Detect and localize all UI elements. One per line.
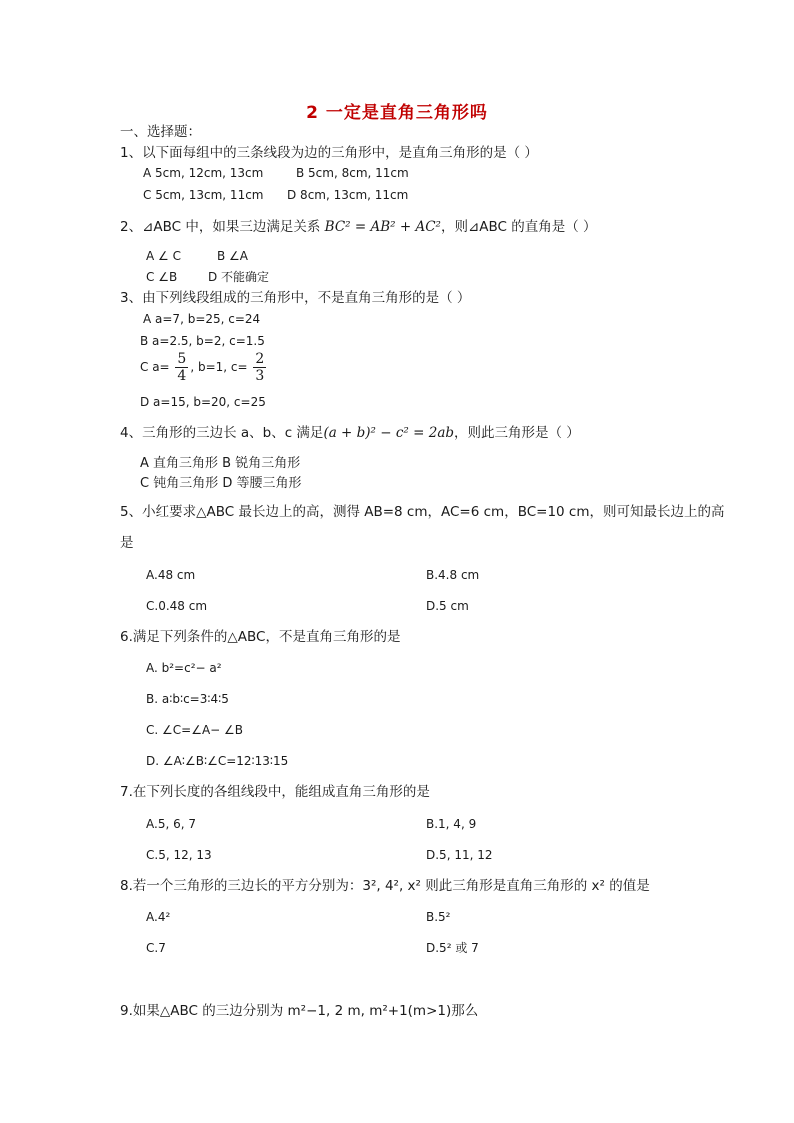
question-2-option-b: B ∠A <box>217 249 249 263</box>
question-3-option-c <box>140 351 268 384</box>
question-2-option-c: C ∠B <box>146 270 178 284</box>
question-5-option-a: A.48 cm <box>146 568 196 582</box>
question-3-stem: 3、由下列线段组成的三角形中，不是直角三角形的是（ ） <box>120 290 471 306</box>
question-5-option-d: D.5 cm <box>426 599 469 613</box>
question-7-option-a: A.5, 6, 7 <box>146 817 196 831</box>
question-4-stem <box>120 424 580 442</box>
question-2-option-d: D 不能确定 <box>208 270 270 284</box>
question-1-stem: 1、以下面每组中的三条线段为边的三角形中，是直角三角形的是（ ） <box>120 145 538 161</box>
question-2-formula: BC² = AB² + AC² <box>324 219 441 235</box>
question-8-option-c: C.7 <box>146 941 166 955</box>
question-6-option-a: A. b²=c²− a² <box>146 661 222 675</box>
question-1-option-d: D 8cm, 13cm, 11cm <box>287 188 409 202</box>
question-7-option-d: D.5, 11, 12 <box>426 848 493 862</box>
question-4-options-ab: A 直角三角形 B 锐角三角形 <box>140 456 301 471</box>
question-6-option-c: C. ∠C=∠A− ∠B <box>146 723 244 737</box>
question-5-stem-line2: 是 <box>120 535 134 551</box>
question-4-options-cd: C 钝角三角形 D 等腰三角形 <box>140 476 302 491</box>
question-9-stem: 9.如果△ABC 的三边分别为 m²−1, 2 m, m²+1(m>1)那么 <box>120 1003 479 1019</box>
question-6-option-b: B. a∶b∶c=3∶4∶5 <box>146 692 229 706</box>
section-heading: 一、选择题： <box>120 124 201 140</box>
question-4-stem-end: ，则此三角形是（ ） <box>454 425 580 441</box>
fraction-a: $\frac{5}{4}$ <box>177 351 187 384</box>
page-title: 2 一定是直角三角形吗 <box>306 103 488 123</box>
question-2-stem-end: ，则⊿ABC 的直角是（ ） <box>440 219 597 235</box>
fraction-c: $\frac{2}{3}$ <box>255 351 265 384</box>
question-1-option-b: B 5cm, 8cm, 11cm <box>296 166 409 180</box>
question-6-stem: 6.满足下列条件的△ABC，不是直角三角形的是 <box>120 629 401 645</box>
question-8-option-d: D.5² 或 7 <box>426 941 479 955</box>
question-8-option-b: B.5² <box>426 910 451 924</box>
question-4-stem-start: 4、三角形的三边长 a、b、c 满足 <box>120 425 324 441</box>
question-5-option-c: C.0.48 cm <box>146 599 208 613</box>
question-1-option-c: C 5cm, 13cm, 11cm <box>143 188 264 202</box>
question-2-stem-start: 2、⊿ABC 中，如果三边满足关系 <box>120 219 325 235</box>
question-6-option-d: D. ∠A∶∠B∶∠C=12∶13∶15 <box>146 754 289 768</box>
question-3-option-d: D a=15, b=20, c=25 <box>140 395 266 409</box>
question-1-option-a: A 5cm, 12cm, 13cm <box>143 166 264 180</box>
question-3-option-a: A a=7, b=25, c=24 <box>143 312 261 326</box>
question-7-option-b: B.1, 4, 9 <box>426 817 477 831</box>
question-8-stem: 8.若一个三角形的三边长的平方分别为：3², 4², x² 则此三角形是直角三角形的 x² 的值是 <box>120 878 650 894</box>
question-3-option-b: B a=2.5, b=2, c=1.5 <box>140 334 265 348</box>
question-3-option-c-label: C a= <box>140 360 174 374</box>
question-4-formula: (a + b)² − c² = 2ab <box>323 425 455 441</box>
question-8-option-a: A.4² <box>146 910 171 924</box>
question-2-option-a: A ∠ C <box>146 249 181 263</box>
question-3-option-c-mid: , b=1, c= <box>190 360 252 374</box>
question-7-stem: 7.在下列长度的各组线段中，能组成直角三角形的是 <box>120 784 430 800</box>
question-5-option-b: B.4.8 cm <box>426 568 480 582</box>
question-2-stem <box>120 218 597 236</box>
question-5-stem-line1: 5、小红要求△ABC 最长边上的高，测得 AB=8 cm，AC=6 cm，BC=10 cm，则可知最长边上的高 <box>120 504 725 520</box>
question-7-option-c: C.5, 12, 13 <box>146 848 212 862</box>
